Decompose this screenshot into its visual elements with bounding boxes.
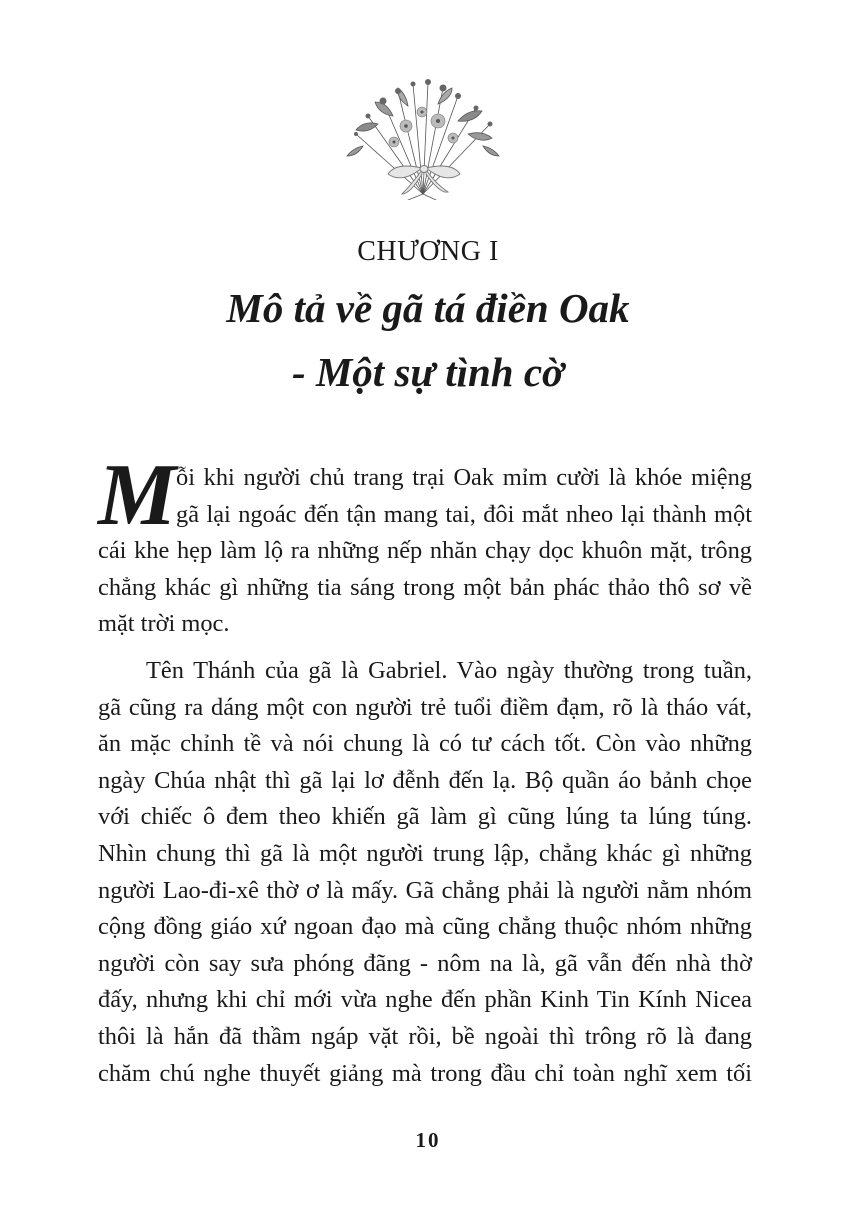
page-number: 10 — [415, 1128, 441, 1152]
text-line: cái khe hẹp làm lộ ra những nếp nhăn chạy dọc khuôn mặt, trông — [98, 537, 752, 565]
text-line: ăn mặc chỉnh tề và nói chung là có tư cách tốt. Còn vào những — [98, 730, 752, 758]
text-line: đấy, nhưng khi chỉ mới vừa nghe đến phần Kinh Tin Kính Nicea — [98, 986, 752, 1014]
text-line: gã lại ngoác đến tận mang tai, đôi mắt nheo lại thành một — [176, 500, 752, 528]
text-line: thôi là hắn đã thầm ngáp vặt rồi, bề ngoài thì trông rõ là đang — [98, 1022, 752, 1050]
text-line: gã cũng ra dáng một con người trẻ tuổi điềm đạm, rõ là tháo vát, — [98, 693, 752, 721]
text-line: cộng đồng giáo xứ ngoan đạo mà cũng chẳng thuộc nhóm những — [98, 913, 752, 941]
text-line: chẳng khác gì những tia sáng trong một bản phác thảo thô sơ về — [98, 573, 752, 601]
text-line: Tên Thánh của gã là Gabriel. Vào ngày thường trong tuần, — [146, 656, 752, 684]
paragraph-1 — [98, 460, 752, 643]
text-line: người Lao-đi-xê thờ ơ là mấy. Gã chẳng phải là người nằm nhóm — [98, 876, 752, 904]
chapter-title-line-1: Mô tả về gã tá điền Oak — [226, 285, 630, 331]
flower-bouquet-icon — [338, 76, 508, 200]
text-line: mặt trời mọc. — [98, 610, 230, 638]
paragraph-2 — [98, 653, 752, 1092]
text-line: chăm chú nghe thuyết giảng mà trong đầu chỉ toàn nghĩ xem tối — [98, 1059, 752, 1087]
text-line: ngày Chúa nhật thì gã lại lơ đễnh đến lạ. Bộ quần áo bảnh chọe — [98, 766, 752, 794]
body-text — [98, 460, 752, 1092]
text-line: người còn say sưa phóng đãng - nôm na là, gã vẫn đến nhà thờ — [98, 949, 752, 977]
chapter-number: CHƯƠNG I — [357, 236, 499, 267]
text-line: Nhìn chung thì gã là một người trung lập, chẳng khác gì những — [98, 839, 752, 867]
chapter-title-line-2: - Một sự tình cờ — [291, 349, 565, 395]
text-line: với chiếc ô đem theo khiến gã làm gì cũng lúng ta lúng túng. — [98, 803, 752, 831]
drop-cap-letter: M — [98, 447, 177, 544]
text-line: ỗi khi người chủ trang trại Oak mỉm cười là khóe miệng — [176, 464, 752, 491]
paragraph-gap — [98, 643, 752, 653]
